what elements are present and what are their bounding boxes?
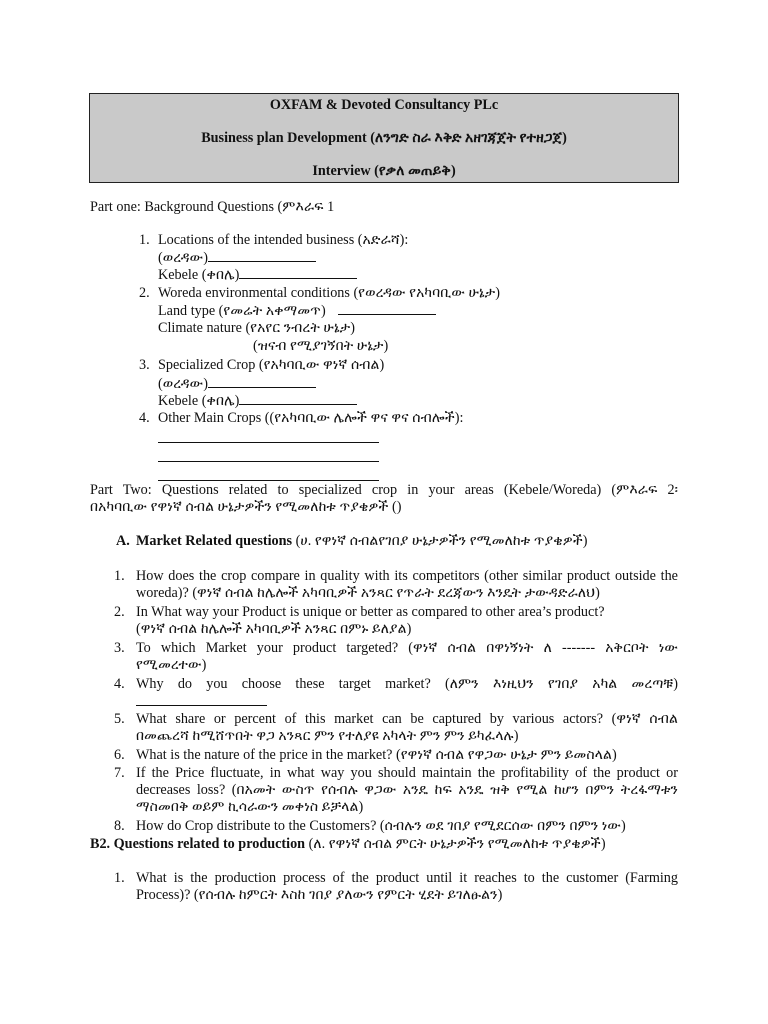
q1-kebele-blank[interactable]	[239, 266, 357, 279]
header-org: OXFAM & Devoted Consultancy PLc	[269, 97, 499, 113]
q3-text: Specialized Crop (የአካባቢው ዋነኛ ሰብል)	[158, 357, 385, 373]
a4-blank-line[interactable]	[136, 705, 267, 706]
q4-blank-line[interactable]	[158, 461, 379, 462]
section-b2-title: B2. Questions related to production	[90, 836, 306, 852]
q1-woreda-blank[interactable]	[208, 249, 316, 262]
header-type: Interview (የቃለ መጠይቅ)	[312, 163, 456, 179]
a3-number: 3.	[114, 640, 125, 656]
a2-line1: In What way your Product is unique or better as compared to other area’s product?	[136, 604, 605, 620]
q4-blank-line[interactable]	[158, 480, 379, 481]
q2-landtype-label: Land type (የመሬት አቀማመጥ)	[158, 303, 326, 319]
section-b2-heading	[90, 836, 606, 853]
header-box	[89, 93, 679, 183]
a7-line3: ማስመበቅ ወይም ኪሳራውን መቀነስ ይቻላል)	[136, 799, 364, 815]
a3-line1: To which Market your product targeted? (ዋነኛ ሰብል በዋነኝነት ለ ------- አቅርቦት ነው	[136, 640, 678, 656]
a8-number: 8.	[114, 818, 125, 834]
q1-woreda-label: (ወረዳው)	[158, 250, 208, 266]
a7-number: 7.	[114, 765, 125, 781]
q3-woreda-field[interactable]	[158, 375, 316, 393]
part-two-title: Part Two: Questions related to specialized crop in your areas (Kebele/Woreda) (ምእራፍ 2፡	[90, 482, 678, 498]
a8-line1: How do Crop distribute to the Customers? (ሰብሉን ወደ ገበያ የሚደርሰው በምን በምን ነው)	[136, 818, 626, 834]
part-one-title: Part one: Background Questions (ምእራፍ 1	[90, 199, 335, 215]
q3-kebele-blank[interactable]	[239, 392, 357, 405]
a5-line1: What share or percent of this market can be captured by various actors? (ዋነኛ ሰብል	[136, 711, 678, 727]
a4-number: 4.	[114, 676, 125, 692]
section-a-title: Market Related questions	[136, 533, 293, 549]
a5-line2: በመጨረሻ ከሚሸጥበት ዋጋ አንጻር ምን የተለያዩ አካላት ምን ምን ይካፈላሉ)	[136, 728, 519, 744]
q2-landtype-blank[interactable]	[338, 302, 436, 315]
q1-number: 1.	[139, 232, 150, 248]
q1-kebele-label: Kebele (ቀበሌ)	[158, 267, 240, 283]
q4-blank-line[interactable]	[158, 442, 379, 443]
a2-line2: (ዋነኛ ሰብል ከሌሎች አካባቢዎች አንጻር በምኑ ይለያል)	[136, 621, 412, 637]
part-two-title-am: በአካባቢው የዋነኛ ሰብል ሁኔታዎችን የሚመለከቱ ጥያቄዎች ()	[90, 499, 402, 515]
q3-woreda-label: (ወረዳው)	[158, 376, 208, 392]
b1-line2: Process)? (የሰብሉ ከምርት እስከ ገበያ ያለውን የምርት ሂደት ይገለፁልን)	[136, 887, 503, 903]
a3-line2: የሚመረተው)	[136, 657, 207, 673]
a1-line1: How does the crop compare in quality with its competitors (other similar product outside the	[136, 568, 678, 584]
a6-number: 6.	[114, 747, 125, 763]
a6-line1: What is the nature of the price in the market? (የዋነኛ ሰብል የዋጋው ሁኔታ ምን ይመስላል)	[136, 747, 617, 763]
q1-text: Locations of the intended business (አድራሻ):	[158, 232, 409, 248]
a1-line2: woreda)? (ዋነኛ ሰብል ከሌሎች አካባቢዎች አንጻር የጥራት ደረጃውን እንዴት ታውዳድራለህ)	[136, 585, 600, 601]
header-subtitle: Business plan Development (ለንግድ ስራ እቅድ አዘገጃጀት የተዘጋጀ)	[201, 130, 567, 146]
q3-number: 3.	[139, 357, 150, 373]
a2-number: 2.	[114, 604, 125, 620]
a1-number: 1.	[114, 568, 125, 584]
a7-line2: decreases loss? (በአመት ውስጥ የሰብሉ ዋጋው አንዴ ከፍ አንዴ ዝቅ የሚል ከሆን በምን ትረፋማቱን	[136, 782, 678, 798]
q1-kebele-field[interactable]	[158, 266, 357, 284]
a5-number: 5.	[114, 711, 125, 727]
q4-number: 4.	[139, 410, 150, 426]
q2-landtype-field[interactable]	[158, 302, 436, 320]
q3-kebele-label: Kebele (ቀበሌ)	[158, 393, 240, 409]
q2-rain-label: (ዝናብ የሚያገኝበት ሁኔታ)	[253, 338, 389, 354]
q3-woreda-blank[interactable]	[208, 375, 316, 388]
q3-kebele-field[interactable]	[158, 392, 357, 410]
q2-number: 2.	[139, 285, 150, 301]
a4-line1: Why do you choose these target market? (ለምን እነዚህን የገበያ አካል መረጣቹ)	[136, 676, 678, 692]
q1-woreda-field[interactable]	[158, 249, 316, 267]
section-b2-title-am: (ለ. የዋነኛ ሰብል ምርት ሁኔታዎችን የሚመለከቱ ጥያቄዎች)	[308, 836, 606, 852]
section-a-label: A.	[116, 533, 130, 549]
b1-line1: What is the production process of the product until it reaches to the customer (Farming	[136, 870, 678, 886]
a7-line1: If the Price fluctuate, in what way you should maintain the profitability of the product or	[136, 765, 678, 781]
section-a-heading	[136, 533, 588, 550]
b1-number: 1.	[114, 870, 125, 886]
q2-climate-label: Climate nature (የአየር ንብረት ሁኔታ)	[158, 320, 355, 336]
q2-text: Woreda environmental conditions (የወረዳው የአካባቢው ሁኔታ)	[158, 285, 501, 301]
q4-text: Other Main Crops ((የአካባቢው ሌሎች ዋና ዋና ሰብሎች):	[158, 410, 464, 426]
section-a-title-am: (ሀ. የዋነኛ ሰብልየገበያ ሁኔታዎችን የሚመለከቱ ጥያቄዎች)	[295, 533, 588, 549]
